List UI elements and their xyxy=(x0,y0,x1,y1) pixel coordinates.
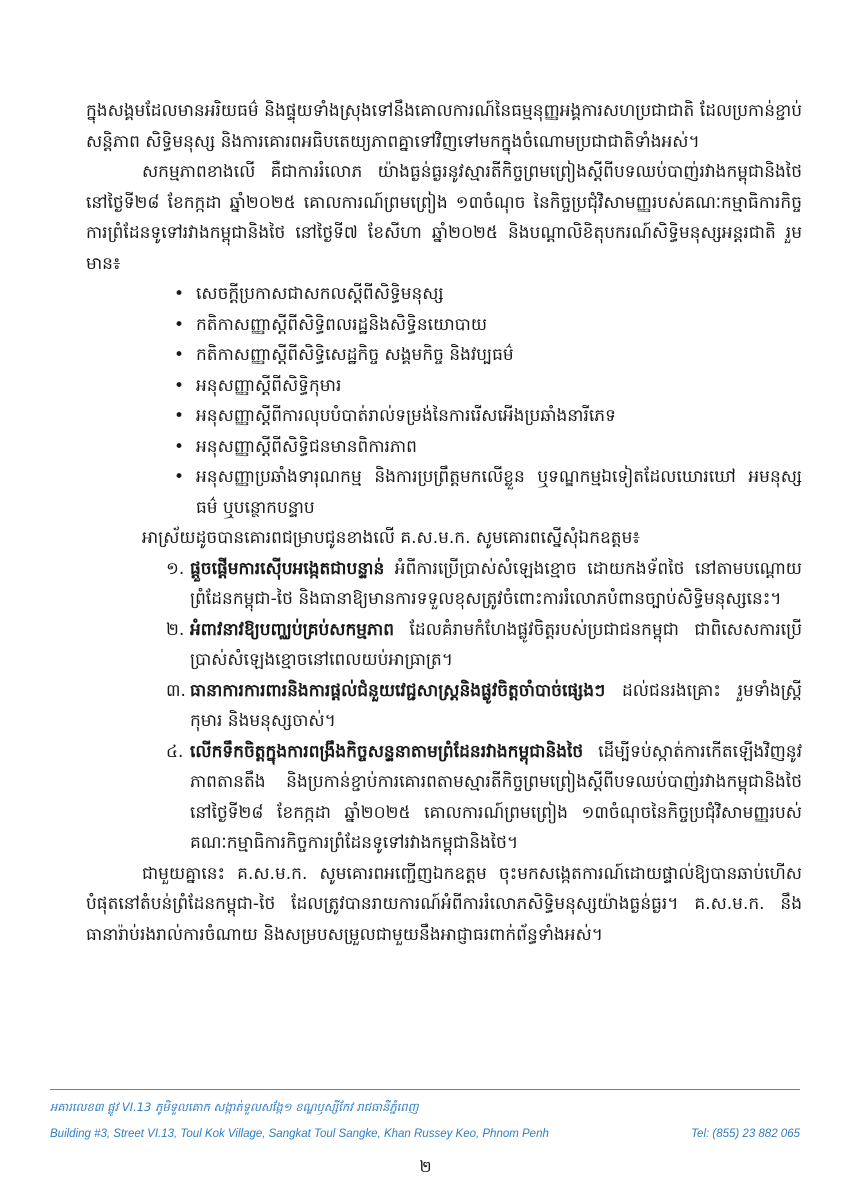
request-heading: ផ្តួចផ្តើមការស៊ើបអង្កេតជាបន្ទាន់ xyxy=(190,558,385,579)
footer-divider xyxy=(50,1089,800,1090)
list-item: • អនុសញ្ញាស្តីពីសិទ្ធិជនមានពិការភាព xyxy=(174,432,802,463)
request-text: ដែលគំរាមកំហែងផ្លូវចិត្តរបស់ប្រជាជនកម្ពុជា ជាពិសេសការប្រើប្រាស់សំឡេងខ្មោចនៅពេលយប់អាធ្រាត្រ។ xyxy=(190,619,802,670)
request-heading: អំពាវនាវឱ្យបញ្ឈប់គ្រប់សកម្មភាព xyxy=(190,619,395,640)
footer-address-english: Building #3, Street VI.13, Toul Kok Village, Sangkat Toul Sangke, Khan Russey Keo, Phnom Penh xyxy=(50,1128,549,1140)
request-text: ដល់ជនរងគ្រោះ រួមទាំងស្ត្រី កុមារ និងមនុស្សចាស់។ xyxy=(190,680,802,731)
letter-body xyxy=(86,96,802,950)
request-heading: ធានាការការពារនិងការផ្តល់ជំនួយវេជ្ជសាស្ត្រនិងផ្លូវចិត្តចាំបាច់ផ្សេងៗ xyxy=(190,680,606,701)
list-item: • អនុសញ្ញាស្តីពីការលុបបំបាត់រាល់ទម្រង់នៃការរើសអើងប្រឆាំងនារីភេទ xyxy=(174,401,802,432)
paragraph-closing: ជាមួយគ្នានេះ គ.ស.ម.ក. សូមគោរពអញ្ជើញឯកឧត្តម ចុះមកសង្កេតការណ៍ដោយផ្ទាល់ឱ្យបានឆាប់ហើសបំផុតនៅតំបន់ព្រំដែនកម្ពុជា-ថៃ ដែលត្រូវបានរាយការណ៍អំពីការរំលោភសិទ្ធិមនុស្សយ៉ាងធ្ងន់ធ្ងរ។ គ.ស.ម.ក. នឹងធានារ៉ាប់រងរាល់ការចំណាយ និងសម្របសម្រួលជាមួយនឹងអាជ្ញាធរពាក់ព័ន្ធទាំងអស់។ xyxy=(86,863,802,945)
list-item: • អនុសញ្ញាប្រឆាំងទារុណកម្ម និងការប្រព្រឹត្តមកលើខ្លួន ឬទណ្ឌកម្មឯទៀតដែលឃោរឃៅ អមនុស្សធម៌ ឬបន្ថោកបន្ទាប xyxy=(174,462,802,523)
paragraph-intro: ក្នុងសង្គមដែលមានអរិយធម៌ និងផ្ទុយទាំងស្រុងទៅនឹងគោលការណ៍នៃធម្មនុញ្ញអង្គការសហប្រជាជាតិ ដែលប្រកាន់ខ្ជាប់សន្តិភាព សិទ្ធិមនុស្ស និងការគោរពអធិបតេយ្យភាពគ្នាទៅវិញទៅមកក្នុងចំណោមប្រជាជាតិទាំងអស់។ xyxy=(86,101,802,152)
request-text: ដើម្បីទប់ស្កាត់ការកើតឡើងវិញនូវភាពតានតឹង និងប្រកាន់ខ្ជាប់ការគោរពតាមស្មារតីកិច្ចព្រមព្រៀងស្តីពីបទឈប់បាញ់រវាងកម្ពុជានិងថៃ នៅថ្ងៃទី២៨ ខែកក្កដា ឆ្នាំ២០២៥ គោលការណ៍ព្រមព្រៀង ១៣ចំណុចនៃកិច្ចប្រជុំវិសាមញ្ញរបស់គណៈកម្មាធិការកិច្ចការព្រំដែនទូទៅរវាងកម្ពុជានិងថៃ។ xyxy=(190,741,802,853)
request-number: ៤. xyxy=(166,741,184,762)
list-item: • កតិកាសញ្ញាស្តីពីសិទ្ធិសេដ្ឋកិច្ច សង្គមកិច្ច និងវប្បធម៌ xyxy=(174,340,802,371)
request-number: ៣. xyxy=(166,680,186,701)
list-item: • អនុសញ្ញាស្តីពីសិទ្ធិកុមារ xyxy=(174,371,802,402)
request-list xyxy=(86,554,802,859)
request-item xyxy=(166,676,802,737)
list-item: • សេចក្តីប្រកាសជាសកលស្តីពីសិទ្ធិមនុស្ស xyxy=(174,279,802,310)
footer-address-khmer: អគារលេខ៣ ផ្លូវ VI.13 ភូមិទួលគោក សង្កាត់ទួលសង្កែ១ ខណ្ឌឫស្សីកែវ រាជធានីភ្នំពេញ xyxy=(50,1100,419,1114)
request-item xyxy=(166,737,802,859)
request-number: ២. xyxy=(166,619,185,640)
request-lead: អាស្រ័យដូចបានគោរពជម្រាបជូនខាងលើ គ.ស.ម.ក. សូមគោរពស្នើសុំឯកឧត្តម៖ xyxy=(142,528,640,548)
paragraph-violation: សកម្មភាពខាងលើ គឺជាការរំលោភ យ៉ាងធ្ងន់ធ្ងរនូវស្មារតីកិច្ចព្រមព្រៀងស្តីពីបទឈប់បាញ់រវាងកម្ពុជានិងថៃ នៅថ្ងៃទី២៨ ខែកក្កដា ឆ្នាំ២០២៥ គោលការណ៍ព្រមព្រៀង ១៣ចំណុច នៃកិច្ចប្រជុំវិសាមញ្ញរបស់គណៈកម្មាធិការកិច្ចការព្រំដែនទូទៅរវាងកម្ពុជានិងថៃ នៅថ្ងៃទី៧ ខែសីហា ឆ្នាំ២០២៥ និងបណ្តាលិខិតុបករណ៍សិទ្ធិមនុស្សអន្តរជាតិ រួមមាន៖ xyxy=(86,162,802,274)
list-item: • កតិកាសញ្ញាស្តីពីសិទ្ធិពលរដ្ឋនិងសិទ្ធិនយោបាយ xyxy=(174,310,802,341)
page-number: ២ xyxy=(419,1157,432,1176)
request-number: ១. xyxy=(166,558,185,579)
request-item xyxy=(166,554,802,615)
footer-telephone: Tel: (855) 23 882 065 xyxy=(691,1128,800,1140)
request-heading: លើកទឹកចិត្តក្នុងការពង្រឹងកិច្ចសន្ទនាតាមព្រំដែនរវាងកម្ពុជានិងថៃ xyxy=(190,741,584,762)
instrument-list xyxy=(86,279,802,523)
request-item xyxy=(166,615,802,676)
request-text: អំពីការប្រើប្រាស់សំឡេងខ្មោច ដោយកងទ័ពថៃ នៅតាមបណ្តោយព្រំដែនកម្ពុជា-ថៃ និងធានាឱ្យមានការទទួលខុសត្រូវចំពោះការរំលោភបំពានច្បាប់សិទ្ធិមនុស្សនេះ។ xyxy=(190,558,802,609)
